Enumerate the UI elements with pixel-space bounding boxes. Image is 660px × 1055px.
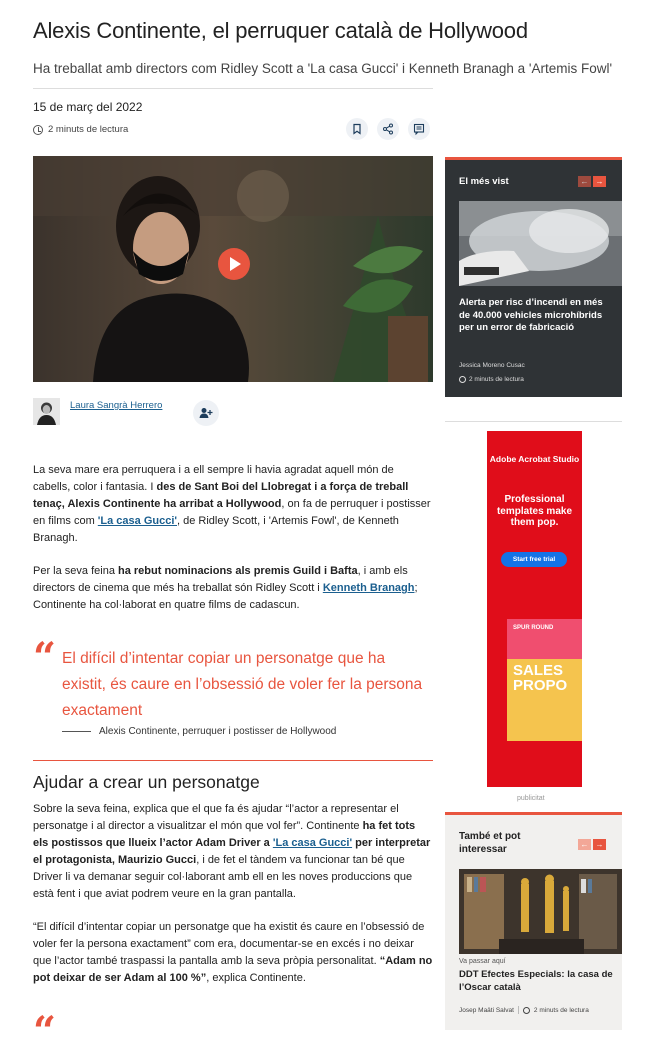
ad-card: [507, 619, 582, 741]
most-viewed-author: Jessica Moreno Cusac: [459, 362, 525, 369]
comments-button[interactable]: [408, 118, 430, 140]
most-viewed-label: El més vist: [459, 176, 509, 187]
paragraph-1: La seva mare era perruquera i a ell sempre li havia agradat aquell món de cabells, color i fantasia. I des de Sant Boi del Llobregat i a força de treball tenaç, Alexis Continente ha arribat a Hollywood, on fa de perruquer i postisser en films com 'La casa Gucci', de Ridley Scott, i 'Artemis Fowl', de Kenneth Branagh.: [33, 464, 431, 544]
ad-headline: Professional templates make them pop.: [496, 494, 573, 528]
also-interesting-widget: [445, 812, 622, 1030]
bookmark-icon: [351, 123, 363, 135]
article-title: Alexis Continente, el perruquer català de Hollywood: [33, 18, 528, 43]
also-interesting-image[interactable]: [459, 869, 622, 954]
ad-card-text: SALES PROPO: [513, 662, 568, 694]
read-time-label: 2 minuts de lectura: [469, 376, 524, 383]
most-viewed-widget: [445, 157, 622, 397]
also-interesting-author: Josep Maäti Salvat: [459, 1006, 514, 1014]
comments-icon: [413, 123, 425, 135]
clock-icon: [523, 1007, 530, 1014]
share-icon: [382, 123, 394, 135]
bookmark-button[interactable]: [346, 118, 368, 140]
next-arrow-button[interactable]: →: [593, 176, 606, 187]
read-time: [33, 124, 128, 135]
byline-separator: [518, 1006, 519, 1014]
most-viewed-read-time: [459, 376, 524, 383]
publish-date: 15 de març del 2022: [33, 100, 143, 114]
ad-brand: Adobe Acrobat Studio: [489, 454, 580, 464]
article-tools: [346, 118, 430, 140]
section-heading: Ajudar a crear un personatge: [33, 772, 260, 792]
author-avatar: [33, 398, 60, 425]
article-link-la-casa-gucci-2[interactable]: 'La casa Gucci': [272, 837, 353, 849]
also-interesting-byline: [459, 1006, 589, 1014]
quote-divider: [33, 760, 433, 761]
most-viewed-headline[interactable]: Alerta per risc d’incendi en més de 40.000 vehicles microhíbrids per un error de fabricació: [459, 297, 603, 333]
also-interesting-headline[interactable]: DDT Efectes Especials: la casa de l’Oscar català: [459, 969, 613, 993]
read-time-label: 2 minuts de lectura: [48, 124, 129, 135]
quote-dash: [62, 731, 91, 732]
clock-icon: [33, 125, 43, 135]
paragraph-4: “El difícil d’intentar copiar un personatge que ha existit és caure en l’obsessió de voler fer la persona exactament” com era, documentar-se en excés i no deixar que l’actor també traspassi la pantalla amb la seva pròpia personalitat. “Adam no pot deixar de ser Adam al 100 %”, explica Continente.: [33, 921, 433, 984]
ad-card-brand: SPUR ROUND: [513, 625, 554, 631]
ad-label: publicitat: [517, 795, 545, 802]
next-arrow-button[interactable]: →: [593, 839, 606, 850]
ad-divider: [445, 421, 622, 422]
advertisement[interactable]: [487, 431, 582, 787]
share-button[interactable]: [377, 118, 399, 140]
quote-attribution: [62, 726, 336, 737]
read-time-label: 2 minuts de lectura: [533, 1006, 589, 1014]
pull-quote: El difícil d’intentar copiar un personatge que ha existit, és caure en l’obsessió de voler fer la persona exactament: [62, 650, 423, 719]
hero-video[interactable]: [33, 156, 433, 382]
article-link-la-casa-gucci[interactable]: 'La casa Gucci': [97, 515, 178, 527]
most-viewed-image[interactable]: [459, 201, 622, 286]
prev-arrow-button[interactable]: ←: [578, 839, 591, 850]
quote-mark-icon: “: [33, 1008, 57, 1055]
article-link-kenneth-branagh[interactable]: Kenneth Branagh: [322, 582, 415, 594]
quote-author: Alexis Continente, perruquer i postisser de Hollywood: [99, 726, 337, 737]
also-interesting-category[interactable]: Va passar aquí: [459, 958, 506, 965]
author-block: [33, 398, 162, 425]
play-button[interactable]: [218, 248, 250, 280]
also-interesting-arrows: [578, 839, 606, 850]
article-subtitle: Ha treballat amb directors com Ridley Scott a 'La casa Gucci' i Kenneth Branagh a 'Artemis Fowl': [33, 61, 613, 76]
also-interesting-label: També et pot interessar: [459, 831, 521, 855]
ad-cta-button[interactable]: Start free trial: [501, 552, 567, 567]
follow-author-button[interactable]: [193, 400, 219, 426]
divider: [33, 88, 433, 89]
author-link[interactable]: Laura Sangrà Herrero: [70, 400, 163, 411]
quote-mark-icon: “: [33, 634, 57, 681]
paragraph-3: Sobre la seva feina, explica que el que fa és ajudar “l’actor a representar el personatge i al director a visualitzar el món que vol fer”. Continente ha fet tots els postissos que llueix l’actor Adam Driver a 'La casa Gucci' per interpretar el protagonista, Maurizio Gucci, i de fet el tàndem va funcionar tan bé que Driver li va demanar seguir col·laborant amb ell en les noves produccions que està fent i que aviat podrem veure en la gran pantalla.: [33, 803, 431, 900]
clock-icon: [459, 376, 466, 383]
prev-arrow-button[interactable]: ←: [578, 176, 591, 187]
follow-author-icon: [199, 407, 213, 419]
paragraph-2: Per la seva feina ha rebut nominacions als premis Guild i Bafta, i amb els directors de cinema que més ha treballat són Ridley Scott i Kenneth Branagh; Continente ha col·laborat en quatre films de cadascun.: [33, 565, 418, 611]
most-viewed-arrows: [578, 176, 606, 187]
